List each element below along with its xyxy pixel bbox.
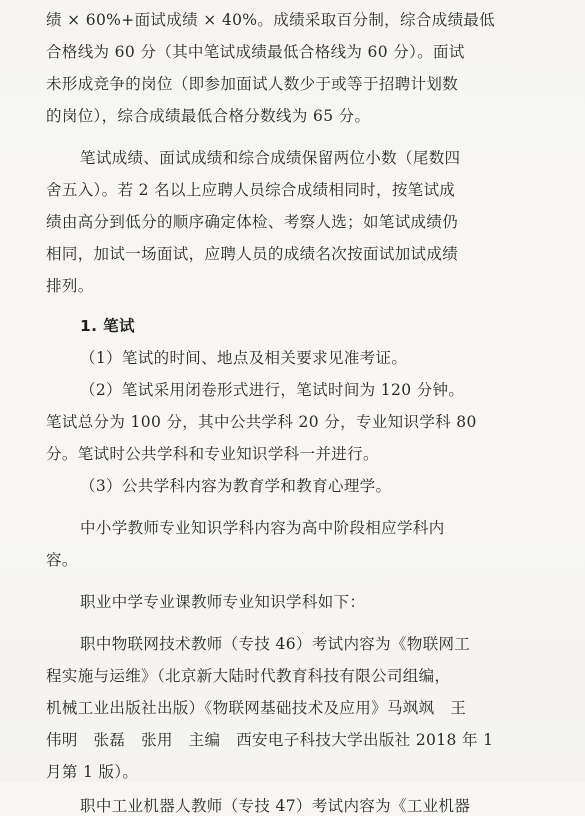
list-item: （3）公共学科内容为教育学和教育心理学。 <box>80 477 392 495</box>
text-line: 相同，加试一场面试，应聘人员的成绩名次按面试加试成绩 <box>46 245 459 263</box>
text-line: 合格线为 60 分（其中笔试成绩最低合格线为 60 分）。面试 <box>46 43 465 61</box>
text-line: 舍五入）。若 2 名以上应聘人员综合成绩相同时，按笔试成 <box>46 181 456 199</box>
text-line: 伟明 张磊 张用 主编 西安电子科技大学出版社 2018 年 1 <box>46 731 494 749</box>
text-line: 程实施与运维》（北京新大陆时代教育科技有限公司组编， <box>46 667 451 685</box>
text-line: 绩 × 60%+面试成绩 × 40%。成绩采取百分制，综合成绩最低 <box>46 11 496 29</box>
text-line: 排列。 <box>46 277 94 295</box>
text-line: 未形成竞争的岗位（即参加面试人数少于或等于招聘计划数 <box>46 75 459 93</box>
paragraph-first-line: 中小学教师专业知识学科内容为高中阶段相应学科内 <box>80 519 445 537</box>
paragraph-first-line: 职中物联网技术教师（专技 46）考试内容为《物联网工 <box>80 635 471 653</box>
list-item: （2）笔试采用闭卷形式进行，笔试时间为 120 分钟。 <box>80 381 465 399</box>
text-line: 机械工业出版社出版）《物联网基础技术及应用》马飒飒 王 <box>46 699 467 717</box>
text-line: 的岗位），综合成绩最低合格分数线为 65 分。 <box>46 107 371 125</box>
paragraph-first-line: 职中工业机器人教师（专技 47）考试内容为《工业机器 <box>80 797 471 815</box>
text-line: 绩由高分到低分的顺序确定体检、考察人选；如笔试成绩仍 <box>46 213 459 231</box>
section-heading: 1. 笔试 <box>80 317 135 335</box>
text-line: 月第 1 版）。 <box>46 763 139 781</box>
paragraph-first-line: 职业中学专业课教师专业知识学科如下： <box>80 593 366 611</box>
text-line: 分。笔试时公共学科和专业知识学科一并进行。 <box>46 445 379 463</box>
text-line: 容。 <box>46 551 78 569</box>
text-line: 笔试总分为 100 分，其中公共学科 20 分，专业知识学科 80 <box>46 413 477 431</box>
list-item: （1）笔试的时间、地点及相关要求见准考证。 <box>80 349 408 367</box>
paragraph-first-line: 笔试成绩、面试成绩和综合成绩保留两位小数（尾数四 <box>80 149 461 167</box>
